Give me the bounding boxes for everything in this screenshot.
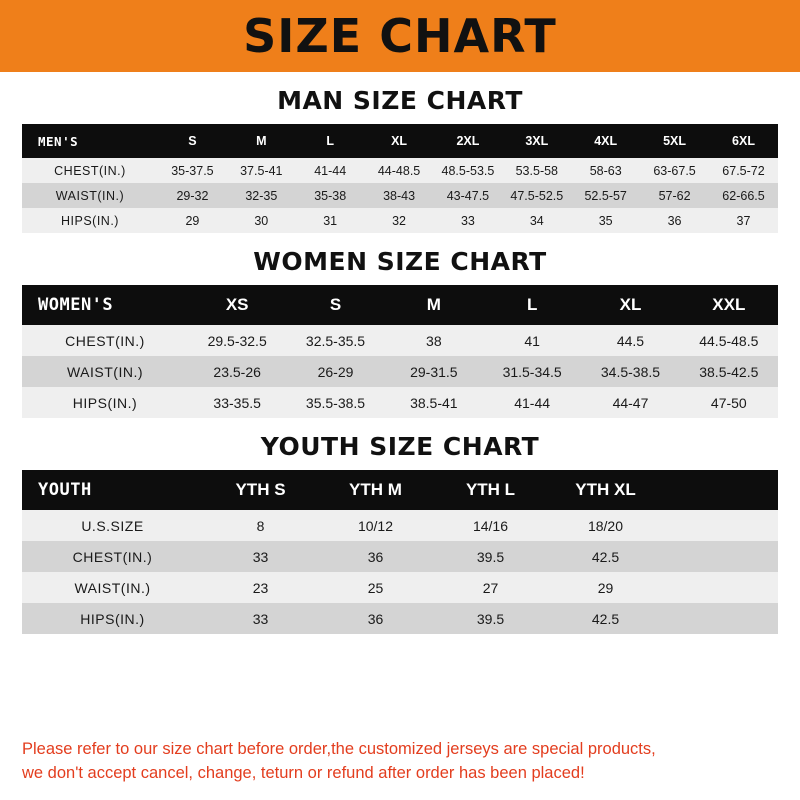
man-chest-l: 41-44 [314,163,347,178]
header-banner [0,0,800,72]
youth-row-label-ussize: U.S.SIZE [81,517,144,534]
man-hips-5xl: 36 [667,213,682,228]
women-chest-m: 38 [426,332,442,349]
youth-ussize-xl: 18/20 [587,517,624,534]
man-col-5xl: 5XL [663,134,687,148]
youth-waist-m: 25 [367,579,384,596]
footer-line-2: we don't accept cancel, change, teturn or refund after order has been placed! [22,764,585,783]
youth-col-xl: YTH XL [575,480,636,499]
man-hips-s: 29 [185,213,200,228]
youth-ussize-l: 14/16 [472,517,509,534]
youth-chest-blank [663,541,778,572]
man-table-header [22,124,778,158]
women-col-s: S [329,295,342,314]
women-chest-xs: 29.5-32.5 [207,332,267,349]
women-col-xl: XL [619,295,642,314]
women-hips-xs: 33-35.5 [213,394,261,411]
youth-chest-m: 36 [367,548,384,565]
youth-ussize-blank [663,510,778,541]
footer-line-1: Please refer to our size chart before order,the customized jerseys are special products, [22,740,656,759]
man-col-6xl: 6XL [732,134,755,148]
youth-ussize-s: 8 [256,517,265,534]
youth-row-label-hips: HIPS(IN.) [80,610,145,627]
youth-ussize-m: 10/12 [357,517,394,534]
man-hips-xl: 32 [392,213,407,228]
youth-row-label-chest: CHEST(IN.) [72,548,153,565]
table-header-row [22,285,778,325]
section-man [0,72,800,233]
women-row-label-chest: CHEST(IN.) [65,332,145,349]
man-col-s: S [188,134,197,148]
table-row [22,387,778,418]
man-hips-6xl: 37 [736,213,751,228]
women-size-table [22,285,778,418]
man-hips-3xl: 34 [529,213,544,228]
youth-waist-blank [663,572,778,603]
youth-waist-l: 27 [482,579,499,596]
man-chest-s: 35-37.5 [171,163,214,178]
man-col-4xl: 4XL [594,134,618,148]
man-col-l: L [326,134,334,148]
table-row [22,158,778,183]
man-chest-2xl: 48.5-53.5 [441,163,495,178]
man-col-xl: XL [391,134,408,148]
section-title-man: MAN SIZE CHART [277,86,523,115]
youth-col-s: YTH S [235,480,286,499]
women-chest-l: 41 [524,332,540,349]
man-chest-4xl: 58-63 [589,163,622,178]
women-hips-l: 41-44 [514,394,551,411]
section-women [0,233,800,418]
man-hips-2xl: 33 [460,213,475,228]
women-chest-xxl: 44.5-48.5 [699,332,759,349]
table-row [22,572,778,603]
man-waist-m: 32-35 [245,188,278,203]
man-row-header: MEN'S [38,133,79,149]
table-row [22,325,778,356]
man-waist-2xl: 43-47.5 [446,188,490,203]
man-col-3xl: 3XL [525,134,549,148]
man-waist-s: 29-32 [176,188,209,203]
women-col-l: L [526,295,538,314]
man-hips-m: 30 [254,213,269,228]
youth-waist-xl: 29 [597,579,614,596]
youth-chest-l: 39.5 [476,548,505,565]
youth-hips-s: 33 [252,610,269,627]
youth-hips-m: 36 [367,610,384,627]
women-hips-m: 38.5-41 [410,394,458,411]
women-waist-s: 26-29 [317,363,354,380]
section-title-women: WOMEN SIZE CHART [253,247,547,276]
women-row-label-hips: HIPS(IN.) [72,394,138,411]
women-col-xs: XS [225,295,249,314]
youth-hips-l: 39.5 [476,610,505,627]
table-row [22,208,778,233]
table-row [22,603,778,634]
man-waist-4xl: 52.5-57 [584,188,627,203]
table-header-row [22,124,778,158]
table-row [22,541,778,572]
youth-chest-xl: 42.5 [591,548,620,565]
man-chest-3xl: 53.5-58 [515,163,559,178]
youth-chest-s: 33 [252,548,269,565]
women-table-header [22,285,778,325]
man-hips-l: 31 [323,213,338,228]
women-hips-xxl: 47-50 [710,394,747,411]
man-chest-xl: 44-48.5 [377,163,421,178]
man-col-2xl: 2XL [456,134,480,148]
women-col-m: M [426,295,441,314]
page-title: SIZE CHART [243,9,557,63]
man-chest-m: 37.5-41 [240,163,283,178]
women-waist-xxl: 38.5-42.5 [699,363,759,380]
section-title-youth: YOUTH SIZE CHART [260,432,540,461]
man-row-label-chest: CHEST(IN.) [54,163,126,178]
table-row [22,510,778,541]
women-waist-m: 29-31.5 [410,363,458,380]
youth-size-table [22,470,778,634]
youth-waist-s: 23 [252,579,269,596]
women-col-xxl: XXL [712,295,746,314]
women-waist-xs: 23.5-26 [213,363,261,380]
women-row-label-waist: WAIST(IN.) [66,363,144,380]
man-chest-5xl: 63-67.5 [653,163,696,178]
women-hips-s: 35.5-38.5 [305,394,366,411]
man-chest-6xl: 67.5-72 [722,163,765,178]
man-hips-4xl: 35 [598,213,613,228]
footer-note [0,728,800,800]
man-col-m: M [256,134,267,148]
women-table-body [22,325,778,418]
youth-col-m: YTH M [349,480,402,499]
man-waist-l: 35-38 [314,188,347,203]
man-waist-5xl: 57-62 [658,188,691,203]
women-waist-l: 31.5-34.5 [502,363,562,380]
man-waist-3xl: 47.5-52.5 [510,188,564,203]
youth-col-blank [663,470,778,510]
youth-hips-blank [663,603,778,634]
table-row [22,356,778,387]
man-size-table [22,124,778,233]
man-waist-xl: 38-43 [383,188,416,203]
table-header-row [22,470,778,510]
youth-table-body [22,510,778,634]
table-row [22,183,778,208]
youth-table-header [22,470,778,510]
youth-hips-xl: 42.5 [591,610,620,627]
section-youth [0,418,800,634]
women-chest-xl: 44.5 [616,332,645,349]
youth-col-l: YTH L [465,480,516,499]
youth-row-label-waist: WAIST(IN.) [74,579,151,596]
women-chest-s: 32.5-35.5 [305,332,366,349]
women-row-header: WOMEN'S [38,295,114,315]
youth-row-header: YOUTH [38,480,92,500]
man-row-label-waist: WAIST(IN.) [55,188,125,203]
women-waist-xl: 34.5-38.5 [600,363,661,380]
women-hips-xl: 44-47 [612,394,649,411]
man-table-body [22,158,778,233]
man-row-label-hips: HIPS(IN.) [61,213,119,228]
man-waist-6xl: 62-66.5 [722,188,765,203]
